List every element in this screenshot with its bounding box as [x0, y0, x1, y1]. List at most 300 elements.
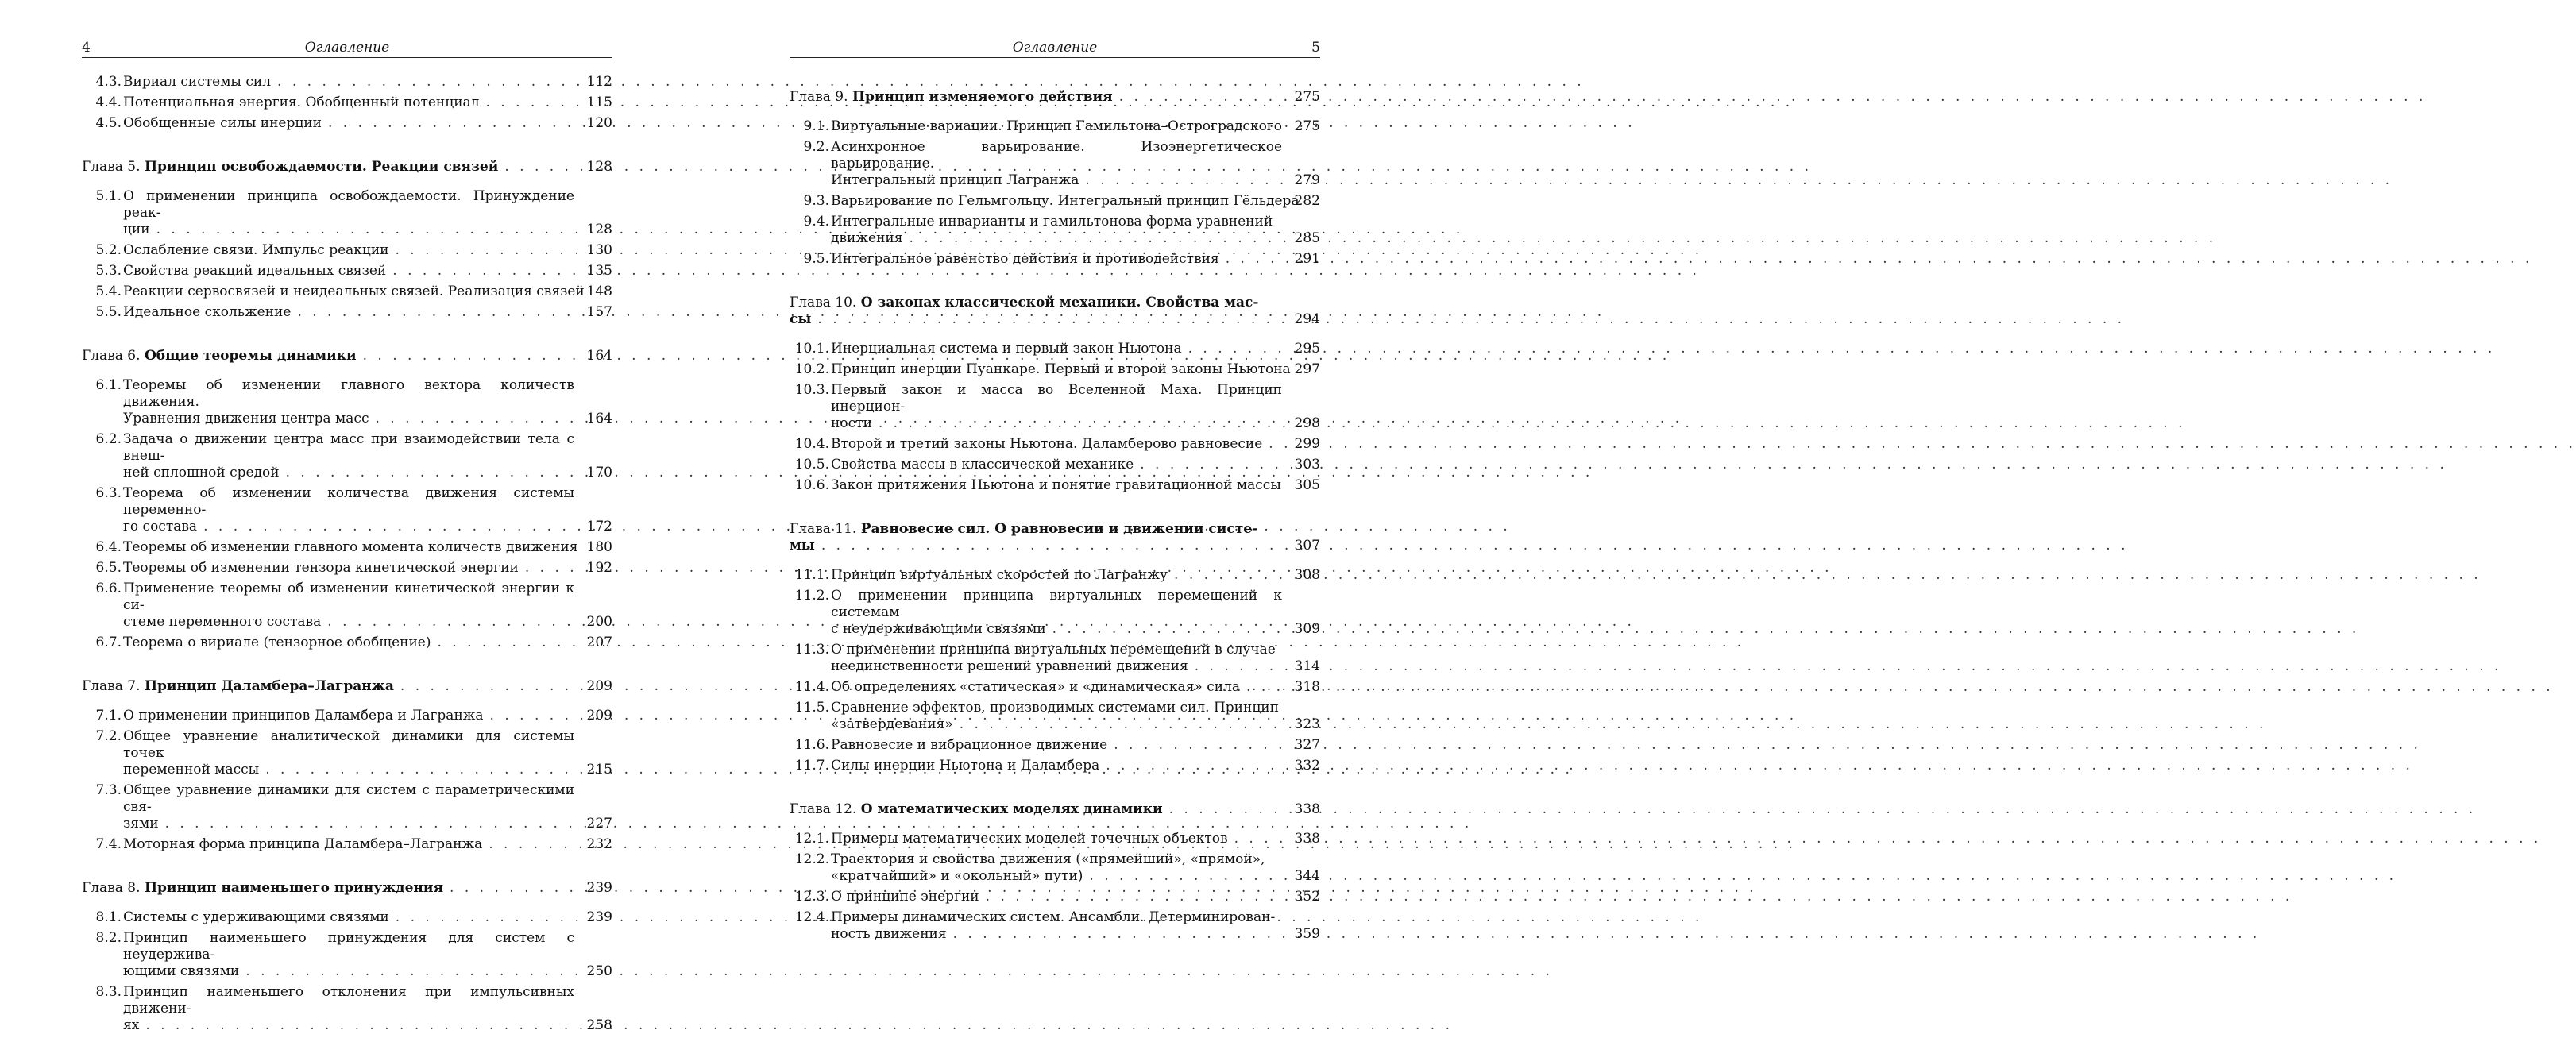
title-text: Теоремы об изменении главного вектора количеств движения.: [123, 377, 574, 410]
section-title: [831, 477, 1282, 494]
section-title: [831, 679, 1282, 696]
chapter-page-number: 307: [1294, 538, 1320, 554]
toc-chapter: [790, 295, 1320, 328]
title-line: [123, 304, 574, 321]
section-page-number: 308: [1294, 567, 1320, 583]
title-text: ющими связями: [123, 963, 240, 979]
heading-line: [82, 880, 574, 897]
section-page-number: 115: [586, 95, 612, 110]
toc-entry: [790, 909, 1320, 943]
section-number: 7.1.: [95, 708, 122, 724]
title-line: [123, 816, 574, 832]
title-text: Варьирование по Гельмгольцу. Интегральный принцип Гёльдера: [831, 193, 1300, 209]
section-number: 5.5.: [95, 304, 122, 320]
section-number: 9.1.: [803, 118, 829, 134]
title-text: Свойства реакций идеальных связей: [123, 263, 387, 279]
section-number: 12.1.: [794, 831, 829, 847]
section-number: 10.6.: [794, 477, 829, 493]
heading-text: [790, 801, 1163, 818]
toc-entry: [82, 708, 612, 724]
chapter-heading: [790, 801, 1282, 818]
toc-entry: [82, 242, 612, 259]
toc-entry: [82, 836, 612, 853]
section-page-number: 258: [586, 1017, 612, 1033]
section-number: 10.1.: [794, 341, 829, 357]
section-number: 9.5.: [803, 251, 829, 267]
title-text: «затвердевания»: [831, 716, 953, 732]
chapter-title: Принцип изменяемого действия: [852, 89, 1113, 105]
title-line: [123, 95, 574, 111]
toc-chapter: [82, 159, 612, 176]
title-text: Примеры математических моделей точечных объектов: [831, 831, 1228, 847]
title-line: [123, 539, 578, 556]
title-text: с неудерживающими связями: [831, 621, 1046, 637]
title-text: неединственности решений уравнений движения: [831, 658, 1188, 674]
title-line: [123, 984, 574, 1017]
heading-line: [82, 348, 574, 365]
section-title: [123, 539, 578, 556]
section-page-number: 327: [1294, 737, 1320, 753]
toc-chapter: [790, 801, 1320, 818]
title-line: [123, 485, 574, 519]
title-line: [831, 382, 1282, 415]
title-text: Идеальное скольжение: [123, 304, 292, 320]
heading-text: [82, 159, 498, 176]
title-line: [123, 377, 574, 411]
title-text: зями: [123, 816, 159, 832]
section-title: [123, 431, 574, 481]
dot-leader: [879, 415, 2186, 432]
title-line: [123, 74, 574, 91]
title-line: [831, 758, 1282, 774]
section-number: 11.6.: [794, 737, 829, 753]
chapter-page-number: 294: [1294, 311, 1320, 327]
chapter-heading: [82, 159, 574, 176]
section-title: [831, 341, 1282, 357]
toc-entry: [790, 193, 1320, 210]
chapter-label: Глава 11.: [790, 521, 857, 537]
dot-leader: [1085, 172, 2393, 189]
toc-entry: [82, 115, 612, 132]
title-text: Уравнения движения центра масс: [123, 411, 369, 426]
title-line: [831, 415, 1282, 432]
title-text: Применение теоремы об изменении кинетической энергии к си-: [123, 581, 574, 613]
section-page-number: 120: [586, 115, 612, 131]
title-line: [831, 214, 1282, 230]
section-page-number: 128: [586, 222, 612, 237]
dot-leader: [1269, 436, 2576, 453]
toc-entry: [790, 758, 1320, 774]
section-page-number: 232: [586, 836, 612, 852]
section-title: [831, 457, 1282, 473]
section-number: 6.3.: [95, 485, 122, 501]
section-number: 11.4.: [794, 679, 829, 695]
heading-line: [790, 521, 1282, 538]
toc-entry: [790, 214, 1320, 247]
section-page-number: 298: [1294, 415, 1320, 431]
section-title: [123, 284, 585, 300]
chapter-title: мы: [790, 538, 815, 554]
title-text: Задача о движении центра масс при взаимодействии тела с внеш-: [123, 431, 574, 464]
toc-entry: [82, 635, 612, 651]
section-page-number: 200: [586, 614, 612, 630]
section-number: 6.4.: [95, 539, 122, 555]
section-page-number: 239: [586, 909, 612, 925]
section-page-number: 209: [586, 708, 612, 724]
section-number: 9.2.: [803, 139, 829, 155]
toc-entry: [790, 679, 1320, 696]
chapter-title: Принцип наименьшего принуждения: [144, 880, 444, 896]
header-title: Оглавление: [304, 40, 390, 56]
title-text: О применении принципа виртуальных перемещений к системам: [831, 588, 1282, 620]
toc-entry: [82, 560, 612, 577]
section-page-number: 279: [1294, 172, 1320, 188]
toc-entry: [790, 889, 1320, 905]
section-number: 11.2.: [794, 588, 829, 604]
title-text: О применении принципа освобождаемости. Принуждение реак-: [123, 188, 574, 221]
dot-leader: [1188, 341, 2496, 357]
section-page-number: 285: [1294, 230, 1320, 246]
title-line: [831, 679, 1282, 696]
section-title: [123, 930, 574, 980]
title-text: Принцип виртуальных скоростей по Лагранжу: [831, 567, 1168, 583]
title-text: стеме переменного состава: [123, 614, 322, 630]
section-number: 11.3.: [794, 642, 829, 658]
title-line: [123, 115, 574, 132]
chapter-title: Равновесие сил. О равновесии и движении систе-: [860, 521, 1258, 537]
title-text: ях: [123, 1017, 140, 1033]
title-line: [831, 658, 1282, 675]
section-number: 4.4.: [95, 95, 122, 110]
title-line: [831, 341, 1282, 357]
section-number: 11.7.: [794, 758, 829, 774]
section-number: 12.2.: [794, 851, 829, 867]
title-text: Принцип наименьшего принуждения для систем с неудержива-: [123, 930, 574, 963]
title-line: [123, 411, 574, 427]
chapter-label: Глава 12.: [790, 801, 857, 817]
toc-entry: [790, 588, 1320, 638]
section-number: 5.3.: [95, 263, 122, 279]
section-title: [831, 139, 1282, 189]
section-page-number: 314: [1294, 658, 1320, 674]
section-page-number: 352: [1294, 889, 1320, 905]
chapter-heading: [790, 521, 1282, 554]
toc-entry: [790, 567, 1320, 584]
section-title: [123, 95, 574, 111]
heading-text: [790, 89, 1113, 106]
title-line: [831, 193, 1300, 210]
title-line: [831, 230, 1282, 247]
running-head: [790, 37, 1320, 58]
section-page-number: 180: [586, 539, 612, 555]
dot-leader: [1174, 567, 2481, 584]
title-text: ции: [123, 222, 150, 237]
toc-entry: [82, 909, 612, 926]
section-page-number: 318: [1294, 679, 1320, 695]
page-number: 5: [1311, 40, 1320, 56]
page-number: 4: [82, 40, 91, 56]
section-number: 11.1.: [794, 567, 829, 583]
toc-entry: [82, 581, 612, 631]
chapter-label: Глава 7.: [82, 678, 141, 694]
title-text: Интегральные инварианты и гамильтонова форма уравнений: [831, 214, 1273, 230]
toc-entry: [82, 728, 612, 778]
title-text: Свойства массы в классической механике: [831, 457, 1134, 473]
title-text: ней сплошной средой: [123, 465, 280, 480]
heading-text: [82, 348, 357, 365]
section-title: [123, 581, 574, 631]
title-line: [123, 188, 574, 222]
toc-chapter: [790, 89, 1320, 106]
title-line: [123, 963, 574, 980]
right-page: [790, 0, 1320, 986]
section-number: 6.6.: [95, 581, 122, 596]
chapter-title: Принцип Даламбера–Лагранжа: [144, 678, 394, 694]
title-line: [123, 762, 574, 778]
title-line: [831, 139, 1282, 172]
running-head: [82, 37, 612, 58]
section-number: 6.5.: [95, 560, 122, 576]
section-page-number: 305: [1294, 477, 1320, 493]
section-title: [831, 588, 1282, 638]
heading-text: [790, 311, 811, 328]
section-title: [123, 304, 574, 321]
dot-leader: [1195, 658, 2502, 675]
section-title: [831, 889, 1282, 905]
title-text: Первый закон и масса во Вселенной Маха. Принцип инерцион-: [831, 382, 1282, 415]
toc-entry: [790, 642, 1320, 675]
dot-leader: [1226, 251, 2533, 268]
toc-entry: [82, 539, 612, 556]
title-line: [831, 700, 1282, 716]
title-line: [831, 361, 1291, 378]
title-line: [123, 581, 574, 614]
title-text: О принципе энергии: [831, 889, 979, 905]
section-page-number: 323: [1294, 716, 1320, 732]
heading-text: [790, 295, 1258, 311]
title-text: Моторная форма принципа Даламбера–Лагранжа: [123, 836, 483, 852]
title-text: Об определениях «статическая» и «динамическая» сила: [831, 679, 1241, 695]
toc-entry: [82, 930, 612, 980]
title-line: [123, 222, 574, 238]
section-page-number: 215: [586, 762, 612, 778]
chapter-page-number: 164: [586, 348, 612, 364]
section-title: [123, 560, 574, 577]
title-text: ности: [831, 415, 872, 431]
title-text: Интегральный принцип Лагранжа: [831, 172, 1079, 188]
section-page-number: 297: [1294, 361, 1320, 377]
section-number: 10.2.: [794, 361, 829, 377]
title-line: [831, 172, 1282, 189]
section-title: [831, 436, 1282, 453]
toc-entry: [82, 188, 612, 238]
section-title: [123, 485, 574, 535]
section-number: 12.4.: [794, 909, 829, 925]
toc-chapter: [82, 348, 612, 365]
toc-entry: [790, 477, 1320, 494]
title-line: [831, 909, 1282, 926]
title-text: Примеры динамических систем. Ансамбли. Детерминирован-: [831, 909, 1276, 925]
title-text: Принцип инерции Пуанкаре. Первый и второй законы Ньютона: [831, 361, 1291, 377]
chapter-page-number: 275: [1294, 89, 1320, 105]
title-text: Интегральное равенство действия и противодействия: [831, 251, 1219, 267]
title-line: [831, 436, 1282, 453]
title-text: «кратчайший» и «окольный» пути): [831, 868, 1083, 884]
title-text: движения: [831, 230, 903, 246]
title-text: Принцип наименьшего отклонения при импульсивных движени-: [123, 984, 574, 1017]
dot-leader: [1169, 801, 2477, 818]
section-title: [831, 567, 1282, 584]
heading-line: [82, 678, 574, 695]
title-line: [831, 716, 1282, 733]
chapter-title: О математических моделях динамики: [860, 801, 1163, 817]
section-title: [831, 700, 1282, 733]
section-title: [123, 188, 574, 238]
dot-leader: [986, 889, 2293, 905]
left-page: [82, 0, 612, 1033]
section-title: [831, 909, 1282, 943]
section-number: 5.4.: [95, 284, 122, 299]
section-page-number: 157: [586, 304, 612, 320]
table-of-contents: [82, 74, 612, 1038]
section-number: 10.5.: [794, 457, 829, 473]
title-text: переменной массы: [123, 762, 260, 778]
toc-chapter: [82, 678, 612, 695]
chapter-label: Глава 5.: [82, 159, 141, 175]
title-line: [831, 621, 1282, 638]
heading-line: [790, 538, 1282, 554]
section-number: 7.3.: [95, 782, 122, 798]
title-text: Общее уравнение аналитической динамики для системы точек: [123, 728, 574, 761]
chapter-page-number: 128: [586, 159, 612, 175]
heading-line: [790, 311, 1282, 328]
section-page-number: 291: [1294, 251, 1320, 267]
heading-text: [790, 538, 815, 554]
toc-entry: [790, 118, 1320, 135]
section-page-number: 303: [1294, 457, 1320, 473]
title-line: [831, 868, 1282, 885]
title-text: Теоремы об изменении главного момента количеств движения: [123, 539, 578, 555]
heading-line: [82, 159, 574, 176]
section-page-number: 344: [1294, 868, 1320, 884]
dot-leader: [1140, 457, 2447, 473]
section-title: [831, 214, 1282, 247]
chapter-label: Глава 9.: [790, 89, 848, 105]
section-page-number: 299: [1294, 436, 1320, 452]
toc-entry: [790, 251, 1320, 268]
chapter-heading: [82, 348, 574, 365]
toc-entry: [790, 457, 1320, 473]
chapter-page-number: 209: [586, 678, 612, 694]
section-title: [831, 382, 1282, 432]
title-line: [831, 926, 1282, 943]
title-line: [123, 284, 585, 300]
section-title: [831, 251, 1282, 268]
toc-entry: [790, 382, 1320, 432]
title-line: [123, 909, 574, 926]
chapter-heading: [790, 295, 1282, 328]
section-number: 5.2.: [95, 242, 122, 258]
title-text: Потенциальная энергия. Обобщенный потенциал: [123, 95, 480, 110]
title-text: Закон притяжения Ньютона и понятие гравитационной массы: [831, 477, 1281, 493]
dot-leader: [953, 926, 2261, 943]
section-number: 8.1.: [95, 909, 122, 925]
section-title: [123, 635, 574, 651]
toc-entry: [790, 737, 1320, 754]
chapter-title: Общие теоремы динамики: [144, 348, 357, 364]
chapter-label: Глава 10.: [790, 295, 857, 311]
section-page-number: 332: [1294, 758, 1320, 774]
chapter-title: О законах классической механики. Свойства мас-: [860, 295, 1259, 311]
title-line: [123, 782, 574, 816]
section-title: [123, 909, 574, 926]
section-page-number: 135: [586, 263, 612, 279]
title-line: [831, 457, 1282, 473]
chapter-heading: [82, 880, 574, 897]
section-title: [123, 782, 574, 832]
title-line: [831, 567, 1282, 584]
heading-line: [790, 801, 1282, 818]
section-number: 5.1.: [95, 188, 122, 204]
title-text: Системы с удерживающими связями: [123, 909, 389, 925]
section-title: [123, 836, 574, 853]
section-page-number: 338: [1294, 831, 1320, 847]
toc-entry: [82, 782, 612, 832]
section-page-number: 130: [586, 242, 612, 258]
heading-text: [790, 521, 1257, 537]
section-page-number: 275: [1294, 118, 1320, 134]
heading-text: [82, 880, 443, 897]
dot-leader: [821, 538, 2129, 554]
toc-entry: [82, 304, 612, 321]
section-title: [123, 728, 574, 778]
section-title: [831, 758, 1282, 774]
title-text: Ослабление связи. Импульс реакции: [123, 242, 389, 258]
table-of-contents: [790, 89, 1320, 947]
toc-entry: [790, 341, 1320, 357]
title-line: [123, 728, 574, 762]
title-line: [831, 851, 1282, 868]
section-page-number: 164: [586, 411, 612, 426]
title-text: Асинхронное варьирование. Изоэнергетическое варьирование.: [831, 139, 1282, 172]
toc-entry: [82, 485, 612, 535]
title-line: [123, 263, 574, 280]
toc-entry: [82, 377, 612, 427]
section-number: 10.3.: [794, 382, 829, 398]
section-page-number: 112: [586, 74, 612, 90]
dot-leader: [1246, 679, 2554, 696]
title-line: [831, 118, 1282, 135]
title-line: [123, 519, 574, 535]
title-line: [831, 642, 1282, 658]
section-title: [831, 361, 1291, 378]
section-page-number: 227: [586, 816, 612, 832]
toc-entry: [82, 431, 612, 481]
chapter-title: Принцип освобождаемости. Реакции связей: [144, 159, 499, 175]
title-line: [831, 831, 1282, 847]
title-line: [123, 635, 574, 651]
dot-leader: [1052, 621, 2360, 638]
section-title: [123, 984, 574, 1034]
section-number: 11.5.: [794, 700, 829, 716]
title-text: Теорема об изменении количества движения системы переменно-: [123, 485, 574, 518]
section-page-number: 359: [1294, 926, 1320, 942]
dot-leader: [960, 716, 2267, 733]
section-page-number: 207: [586, 635, 612, 650]
title-text: О применении принципов Даламбера и Лагранжа: [123, 708, 484, 724]
title-text: ность движения: [831, 926, 947, 942]
dot-leader: [909, 230, 2216, 247]
